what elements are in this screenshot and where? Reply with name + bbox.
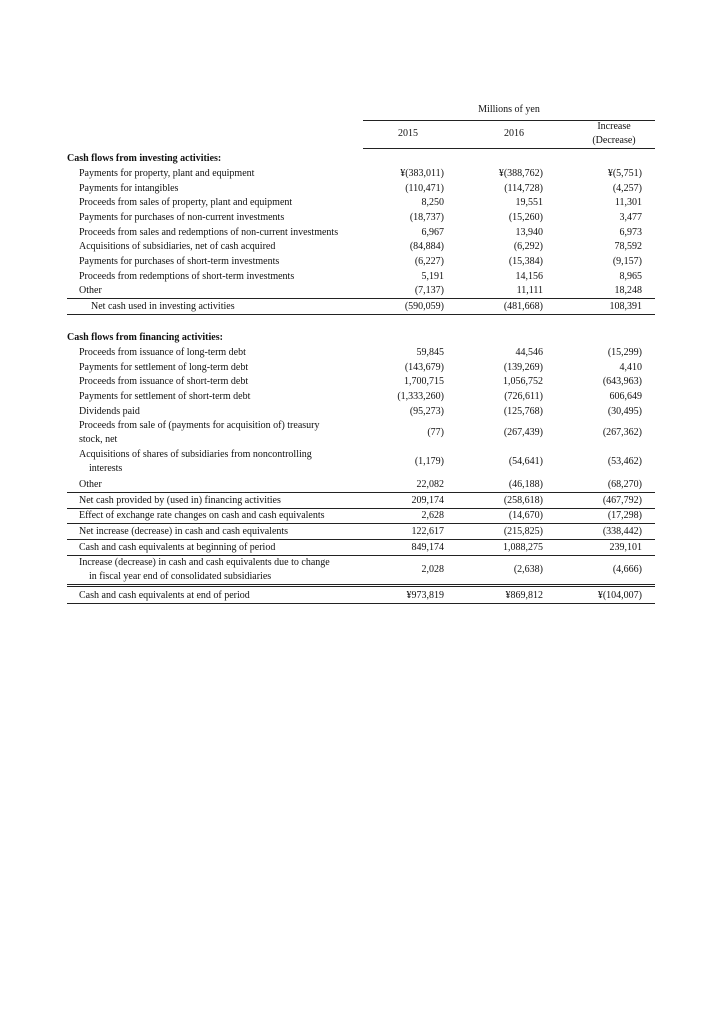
table-row: Proceeds from issuance of short-term debt 1,700,715 1,056,752 (643,963) [79, 376, 642, 387]
table-row: Payments for purchases of short-term investments (6,227) (15,384) (9,157) [79, 256, 642, 267]
unit-header: Millions of yen [363, 104, 655, 121]
net-increase-row: Net increase (decrease) in cash and cash equivalents 122,617 (215,825) (338,442) [67, 524, 655, 540]
ending-balance-row: Cash and cash equivalents at end of period ¥973,819 ¥869,812 ¥(104,007) [67, 588, 655, 604]
table-row: Proceeds from redemptions of short-term investments 5,191 14,156 8,965 [79, 271, 642, 282]
table-row: Payments for settlement of short-term debt (1,333,260) (726,611) 606,649 [79, 391, 642, 402]
financing-section-heading: Cash flows from financing activities: [67, 332, 223, 343]
fx-effect-row: Effect of exchange rate changes on cash and cash equivalents 2,628 (14,670) (17,298) [67, 508, 655, 524]
table-row: Payments for settlement of long-term debt (143,679) (139,269) 4,410 [79, 362, 642, 373]
table-row: Dividends paid (95,273) (125,768) (30,495) [79, 406, 642, 417]
investing-section-heading: Cash flows from investing activities: [67, 153, 222, 164]
column-header-2016: 2016 [504, 128, 524, 139]
beginning-balance-row: Cash and cash equivalents at beginning of period 849,174 1,088,275 239,101 [67, 540, 655, 556]
table-row: Acquisitions of shares of subsidiaries from noncontrolling interests (1,179) (54,641) (53,462) [79, 449, 642, 474]
table-row: Other (7,137) 11,111 18,248 [79, 285, 642, 296]
table-row: Proceeds from issuance of long-term debt 59,845 44,546 (15,299) [79, 347, 642, 358]
column-header-change: Increase (Decrease) [592, 121, 636, 146]
table-row: Payments for property, plant and equipment ¥(383,011) ¥(388,762) ¥(5,751) [79, 168, 642, 179]
column-header-2015: 2015 [398, 128, 418, 139]
table-row: Payments for intangibles (110,471) (114,728) (4,257) [79, 183, 642, 194]
investing-total-row: Net cash used in investing activities (590,059) (481,668) 108,391 [67, 298, 655, 315]
fiscal-year-change-row: Increase (decrease) in cash and cash equivalents due to change in fiscal year end of consolidated subsidiaries 2,028 (2,638) (4,666) [67, 556, 655, 587]
table-row: Proceeds from sales of property, plant and equipment 8,250 19,551 11,301 [79, 197, 642, 208]
table-row: Payments for purchases of non-current investments (18,737) (15,260) 3,477 [79, 212, 642, 223]
financing-total-row: Net cash provided by (used in) financing activities 209,174 (258,618) (467,792) [67, 492, 655, 509]
column-headers [363, 120, 655, 149]
table-row: Acquisitions of subsidiaries, net of cash acquired (84,884) (6,292) 78,592 [79, 241, 642, 252]
table-row: Proceeds from sales and redemptions of non-current investments 6,967 13,940 6,973 [79, 227, 642, 238]
table-row: Other 22,082 (46,188) (68,270) [79, 479, 642, 490]
table-row: Proceeds from sale of (payments for acquisition of) treasury stock, net (77) (267,439) (267,362) [79, 420, 642, 445]
